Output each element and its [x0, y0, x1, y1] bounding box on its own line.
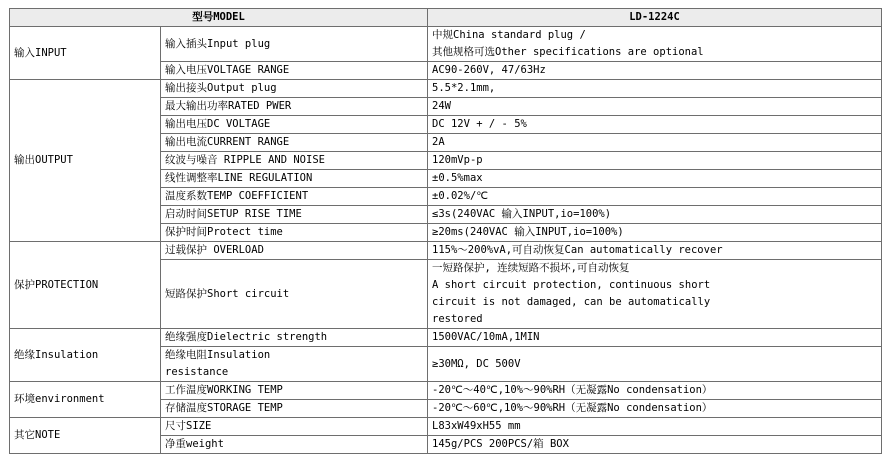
row-value-line: 中规China standard plug /	[432, 29, 586, 41]
row-label: 存储温度STORAGE TEMP	[161, 400, 428, 418]
section-environment: 环境environment	[10, 382, 161, 418]
row-value	[428, 260, 882, 329]
table-row	[10, 27, 882, 62]
row-label-line: 绝缘电阻Insulation	[165, 349, 271, 361]
row-value: ±0.02%/℃	[428, 188, 882, 206]
row-value: 145g/PCS 200PCS/箱 BOX	[428, 436, 882, 454]
table-header-row	[10, 9, 882, 27]
row-value-line: restored	[432, 313, 483, 325]
row-value: -20℃～60℃,10%～90%RH（无凝露No condensation）	[428, 400, 882, 418]
row-value	[428, 27, 882, 62]
section-insulation: 绝缘Insulation	[10, 329, 161, 382]
row-label: 绝缘强度Dielectric strength	[161, 329, 428, 347]
row-value: L83xW49xH55 mm	[428, 418, 882, 436]
row-label: 输入电压VOLTAGE RANGE	[161, 62, 428, 80]
row-label: 输出电压DC VOLTAGE	[161, 116, 428, 134]
table-row	[10, 329, 882, 347]
row-value: 5.5*2.1mm,	[428, 80, 882, 98]
row-label: 尺寸SIZE	[161, 418, 428, 436]
row-label-line: resistance	[165, 366, 229, 378]
row-label: 过载保护 OVERLOAD	[161, 242, 428, 260]
row-label: 工作温度WORKING TEMP	[161, 382, 428, 400]
section-protection: 保护PROTECTION	[10, 242, 161, 329]
row-label	[161, 347, 428, 382]
row-value-line: 其他规格可选Other specifications are optional	[432, 46, 704, 58]
model-value: LD-1224C	[428, 9, 882, 27]
row-label: 最大输出功率RATED PWER	[161, 98, 428, 116]
row-value: 1500VAC/10mA,1MIN	[428, 329, 882, 347]
model-label: 型号MODEL	[10, 9, 428, 27]
row-label: 输入插头Input plug	[161, 27, 428, 62]
row-label: 输出接头Output plug	[161, 80, 428, 98]
row-label: 输出电流CURRENT RANGE	[161, 134, 428, 152]
row-value: ±0.5%max	[428, 170, 882, 188]
section-note: 其它NOTE	[10, 418, 161, 454]
row-value: 120mVp-p	[428, 152, 882, 170]
table-row	[10, 242, 882, 260]
table-row	[10, 80, 882, 98]
row-label: 线性调整率LINE REGULATION	[161, 170, 428, 188]
row-label: 温度系数TEMP COEFFICIENT	[161, 188, 428, 206]
table-row	[10, 382, 882, 400]
row-label: 启动时间SETUP RISE TIME	[161, 206, 428, 224]
row-label: 保护时间Protect time	[161, 224, 428, 242]
row-label: 净重weight	[161, 436, 428, 454]
section-output: 输出OUTPUT	[10, 80, 161, 242]
table-row	[10, 418, 882, 436]
row-value: ≥30MΩ, DC 500V	[428, 347, 882, 382]
row-value: DC 12V + / - 5%	[428, 116, 882, 134]
row-value: 2A	[428, 134, 882, 152]
row-value: AC90-260V, 47/63Hz	[428, 62, 882, 80]
row-label: 短路保护Short circuit	[161, 260, 428, 329]
section-input: 输入INPUT	[10, 27, 161, 80]
row-value-line: circuit is not damaged, can be automatically	[432, 296, 711, 308]
row-value-line: 一短路保护, 连续短路不损坏,可自动恢复	[432, 262, 630, 274]
row-label: 纹波与噪音 RIPPLE AND NOISE	[161, 152, 428, 170]
row-value: ≤3s(240VAC 输入INPUT,io=100%)	[428, 206, 882, 224]
row-value: 115%～200%vA,可自动恢复Can automatically recover	[428, 242, 882, 260]
spec-table	[9, 8, 882, 454]
row-value: 24W	[428, 98, 882, 116]
row-value: ≥20ms(240VAC 输入INPUT,io=100%)	[428, 224, 882, 242]
row-value: -20℃～40℃,10%～90%RH（无凝露No condensation）	[428, 382, 882, 400]
row-value-line: A short circuit protection, continuous short	[432, 279, 711, 291]
